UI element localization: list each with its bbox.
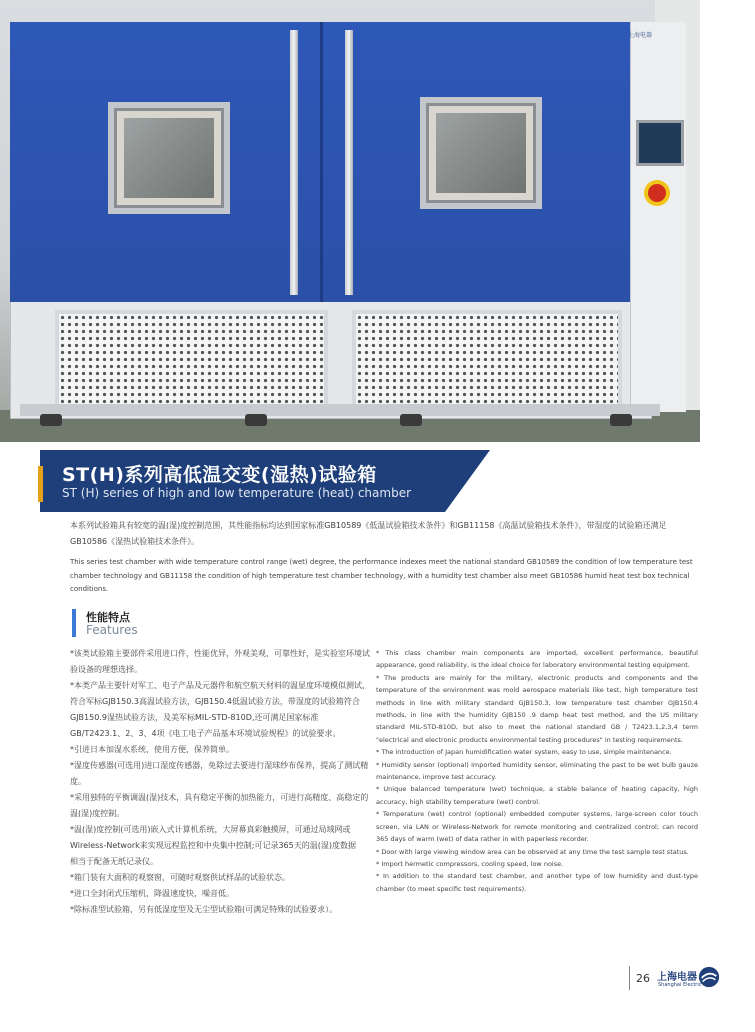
- company-logo-text: 上海电器: [657, 972, 697, 983]
- chamber-brand-label: 上海电器: [628, 32, 653, 39]
- intro-paragraph-cn: 本系列试验箱具有较宽的温(湿)度控制范围，其性能指标均达到国家标准GB10589《低温试验箱技术条件》和GB11158《高温试验箱技术条件》，带湿度的试验箱还满足GB10586《湿热试验箱技术条件》。: [70, 521, 667, 546]
- viewing-window-right: [420, 97, 542, 209]
- feature-item-en: * This class chamber main components are imported, excellent performance, beautiful appearance, good reliability, is the ideal choice for laboratory environmental testing equipment.: [376, 649, 698, 670]
- vent-grille-left: [55, 310, 328, 410]
- touch-screen: [636, 120, 684, 166]
- feature-item-cn: *该类试验箱主要部件采用进口件，性能优异，外观美观，可靠性好，是实验室环境试验设备的理想选择。: [70, 649, 370, 674]
- caster: [610, 414, 632, 426]
- door-seam: [320, 22, 323, 302]
- feature-item-cn: *湿度传感器(可选用)进口湿度传感器，免除过去要进行湿球纱布保养，提高了测试精度。: [70, 761, 369, 786]
- features-heading-en: Features: [86, 623, 138, 637]
- feature-item-cn: *引进日本加湿水系统，使用方便，保养简单。: [70, 745, 234, 754]
- product-photo: [0, 0, 700, 442]
- feature-item-en: * Unique balanced temperature (wet) technique, a stable balance of heating capacity, high accuracy, high stability temperature (wet) control.: [376, 785, 698, 806]
- feature-item-cn: *除标准型试验箱，另有低湿度型及无尘型试验箱(可满足特殊的试验要求）。: [70, 905, 338, 914]
- feature-item-en: * Humidity sensor (optional) imported humidity sensor, eliminating the past to be wet bulb gauze maintenance, improve test accuracy.: [376, 760, 698, 782]
- company-logo-icon: [698, 966, 720, 988]
- product-title-en: ST (H) series of high and low temperature (heat) chamber: [62, 486, 412, 500]
- emergency-stop-button: [648, 184, 666, 202]
- company-logo-subtext: Shanghai Electric: [658, 982, 702, 988]
- footer-divider: [629, 966, 630, 990]
- banner-accent-bar: [38, 466, 43, 502]
- product-title-cn: ST(H)系列高低温交变(湿热)试验箱: [62, 464, 377, 486]
- page-number: 26: [636, 972, 650, 985]
- features-list-cn: [70, 646, 370, 918]
- feature-item-en: * Door with large viewing window area can be observed at any time the test sample test status.: [376, 847, 689, 856]
- viewing-window-left: [108, 102, 230, 214]
- feature-item-en: * Import hermetic compressors, cooling speed, low noise.: [376, 859, 564, 868]
- feature-item-en: * In addition to the standard test chamber, and another type of low humidity and dust-type chamber (to meet specific test requirements).: [376, 872, 698, 893]
- feature-item-cn: *本类产品主要针对军工、电子产品及元器件和航空航天材料的温显度环境模似测试，符合军标GJB150.3高温试验方法，GJB150.4低温试验方法，带湿度的试验箱符合GJB150.9湿热试验方法，及美军标MIL-STD-810D,还可满足国家标准GB/T2423.1、2、3、4项《电工电子产品基本环境试验规程》的试验要求。: [70, 681, 370, 738]
- feature-item-cn: *采用独特的平衡调温(湿)技术，具有稳定平衡的加热能力，可进行高精度、高稳定的温(湿)度控制。: [70, 793, 369, 818]
- features-accent-bar: [72, 609, 76, 637]
- feature-item-en: * The products are mainly for the military, electronic products and components and the temperature of the environment was mold aerospace materials like test, high temperature test methods in line with military standard GJB150.3, low temperature test chamber GJB150.4 methods, in line with the humidity GJB150 .9 damp heat test method, and the US military standard MIL-STD-810D, but also to meet the national standard GB / T2423.1,2,3,4 term "electrical and electronic products environmental testing procedures" in testing requirements.: [376, 673, 698, 744]
- intro-paragraph-en: This series test chamber with wide temperature control range (wet) degree, the performance indexes meet the national standard GB10589 the condition of low temperature test chamber technology and GB11158 the condition of high temperature test chamber technology, with a humidity test chamber also meet GB10586 humid heat test box technical conditions.: [70, 558, 693, 593]
- vent-grille-right: [352, 310, 622, 410]
- control-panel: [630, 22, 686, 412]
- door-handle-right: [345, 30, 353, 295]
- features-list-en: [376, 647, 698, 895]
- caster: [400, 414, 422, 426]
- caster: [40, 414, 62, 426]
- feature-item-en: * The introduction of Japan humidification water system, easy to use, simple maintenance.: [376, 748, 672, 757]
- door-handle-left: [290, 30, 298, 295]
- caster: [245, 414, 267, 426]
- features-heading-cn: 性能特点: [86, 611, 130, 624]
- feature-item-cn: *箱门装有大面积的观察窗，可随时观察供试样品的试验状态。: [70, 873, 290, 882]
- feature-item-cn: *进口全封闭式压缩机，降温速度快，噪音低。: [70, 889, 234, 898]
- feature-item-en: * Temperature (wet) control (optional) embedded computer systems, large-screen color touch screen, via LAN or Wireless-Network for remote monitoring and centralized control; can record 365 days of warm (wet) of data rather in with paperless recorder.: [376, 810, 698, 844]
- feature-item-cn: *温(湿)度控制(可选用)嵌入式计算机系统，大屏幕真彩触摸屏，可通过局域网或Wireless-Network来实现远程监控和中央集中控制;可记录365天的温(湿)度数据 相当于配备无纸记录仪。: [70, 825, 364, 866]
- chamber-base: [20, 404, 660, 416]
